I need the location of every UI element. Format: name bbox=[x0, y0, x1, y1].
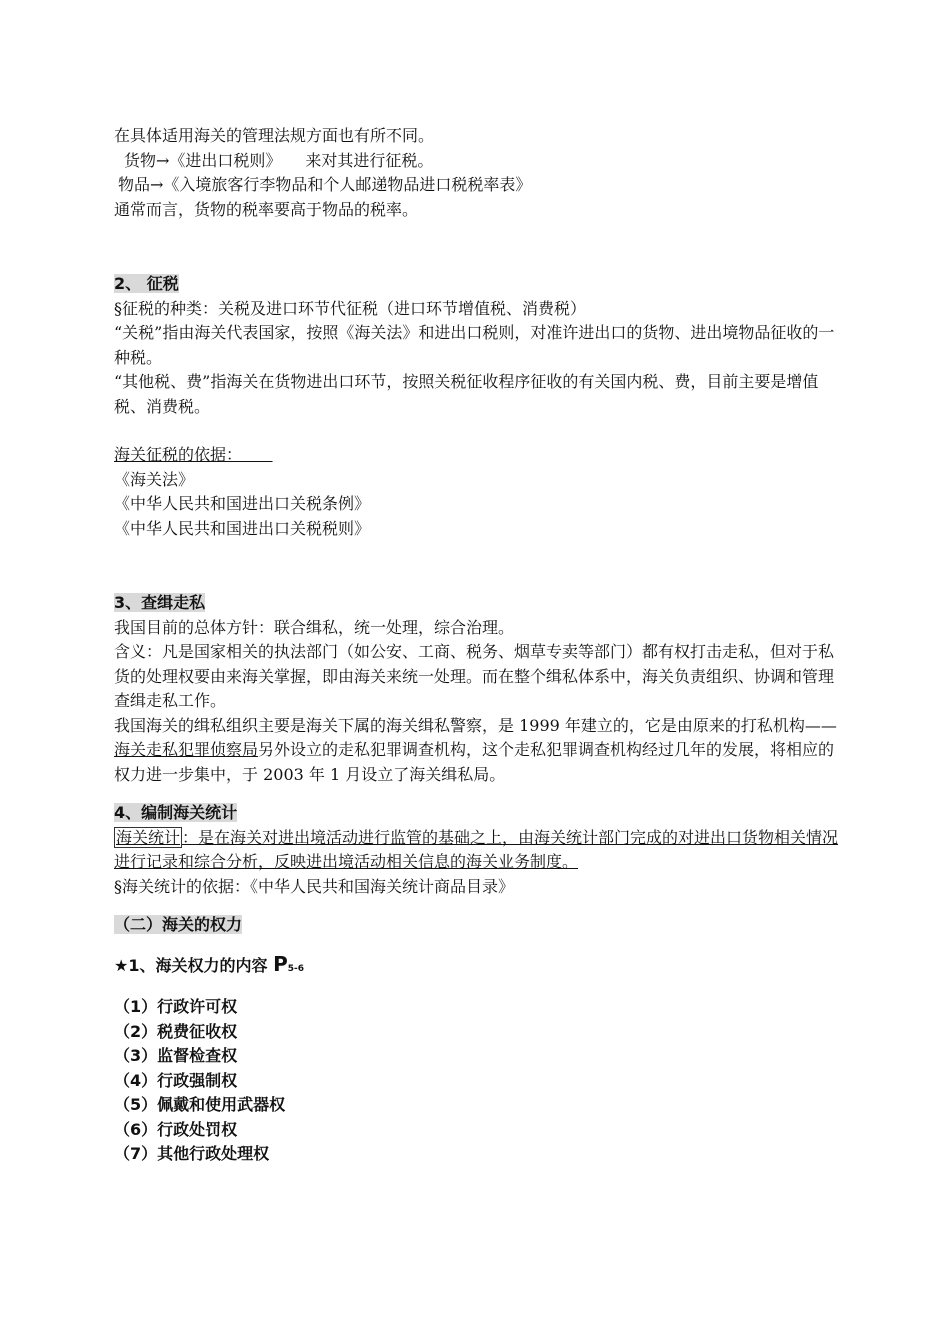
powers-heading bbox=[114, 913, 840, 938]
smuggling-policy: 我国目前的总体方针：联合缉私，统一处理，综合治理。 bbox=[114, 617, 515, 637]
powers-heading-text: （二）海关的权力 bbox=[114, 915, 243, 934]
list-item: （7）其他行政处理权 bbox=[114, 1144, 270, 1163]
smuggling-heading bbox=[114, 591, 840, 616]
powers-list bbox=[114, 995, 840, 1167]
smuggling-heading-text: 3、查缉走私 bbox=[114, 593, 206, 612]
list-item: （6）行政处罚权 bbox=[114, 1119, 238, 1139]
stats-heading-text: 4、编制海关统计 bbox=[114, 803, 238, 822]
stats-term: 海关统计 bbox=[116, 827, 181, 847]
other-tax-definition: “其他税、费”指海关在货物进出口环节，按照关税征收程序征收的有关国内税、费，目前主要是增值税、消费税。 bbox=[114, 372, 819, 416]
tax-basis-title bbox=[114, 443, 840, 468]
tax-heading-text: 2、 征税 bbox=[114, 274, 179, 293]
tax-basis-item: 《中华人民共和国进出口关税条例》 bbox=[114, 494, 371, 513]
list-item: （2）税费征收权 bbox=[114, 1021, 238, 1041]
smuggling-organization: 我国海关的缉私组织主要是海关下属的海关缉私警察，是 1999 年建立的，它是由原来的打私机构——海关走私犯罪侦察局另外设立的走私犯罪调查机构，这个走私犯罪调查机构经过几年的发展，将相应的权力进一步集中，于 2003 年 1 月设立了海关缉私局。 bbox=[114, 715, 837, 784]
page-ref-range: 5-6 bbox=[287, 963, 304, 974]
powers-subheading: ★1、海关权力的内容 P5-6 bbox=[114, 951, 304, 976]
intro-line: 在具体适用海关的管理法规方面也有所不同。 bbox=[114, 126, 435, 145]
tax-heading bbox=[114, 272, 840, 297]
list-item: （3）监督检查权 bbox=[114, 1046, 238, 1065]
tariff-definition: “关税”指由海关代表国家，按照《海关法》和进出口税则，对准许进出口的货物、进出境物品征收的一种税。 bbox=[114, 323, 835, 367]
goods-tariff-line: 货物→《进出口税则》 来对其进行征税。 bbox=[124, 150, 434, 170]
document-page bbox=[114, 124, 840, 1167]
smuggling-bureau-name: 海关走私犯罪侦察局 bbox=[114, 740, 259, 759]
items-tariff-line: 物品→《入境旅客行李物品和个人邮递物品进口税税率表》 bbox=[118, 175, 532, 194]
tax-basis-title-text: 海关征税的依据： bbox=[114, 445, 243, 464]
tax-rate-note: 通常而言，货物的税率要高于物品的税率。 bbox=[114, 199, 419, 219]
list-item: （1）行政许可权 bbox=[114, 997, 238, 1016]
tax-types: §征税的种类：关税及进口环节代征税（进口环节增值税、消费税） bbox=[114, 298, 587, 318]
stats-basis: §海关统计的依据：《中华人民共和国海关统计商品目录》 bbox=[114, 876, 515, 896]
tax-basis-item: 《中华人民共和国进出口关税税则》 bbox=[114, 518, 371, 538]
smuggling-meaning: 含义：凡是国家相关的执法部门（如公安、工商、税务、烟草专卖等部门）都有权打击走私，但对于私货的处理权要由来海关掌握，即由海关来统一处理。而在整个缉私体系中，海关负责组织、协调和管理查缉走私工作。 bbox=[114, 642, 835, 710]
list-item: （4）行政强制权 bbox=[114, 1070, 238, 1090]
stats-heading bbox=[114, 801, 840, 826]
stats-definition: 海关统计 ：是在海关对进出境活动进行监管的基础之上，由海关统计部门完成的对进出口货物相关情况进行记录和综合分析，反映进出境活动相关信息的海关业务制度。 bbox=[114, 827, 839, 871]
tax-basis-item: 《海关法》 bbox=[114, 469, 195, 489]
page-ref-p: P bbox=[273, 951, 288, 976]
list-item: （5）佩戴和使用武器权 bbox=[114, 1095, 286, 1114]
